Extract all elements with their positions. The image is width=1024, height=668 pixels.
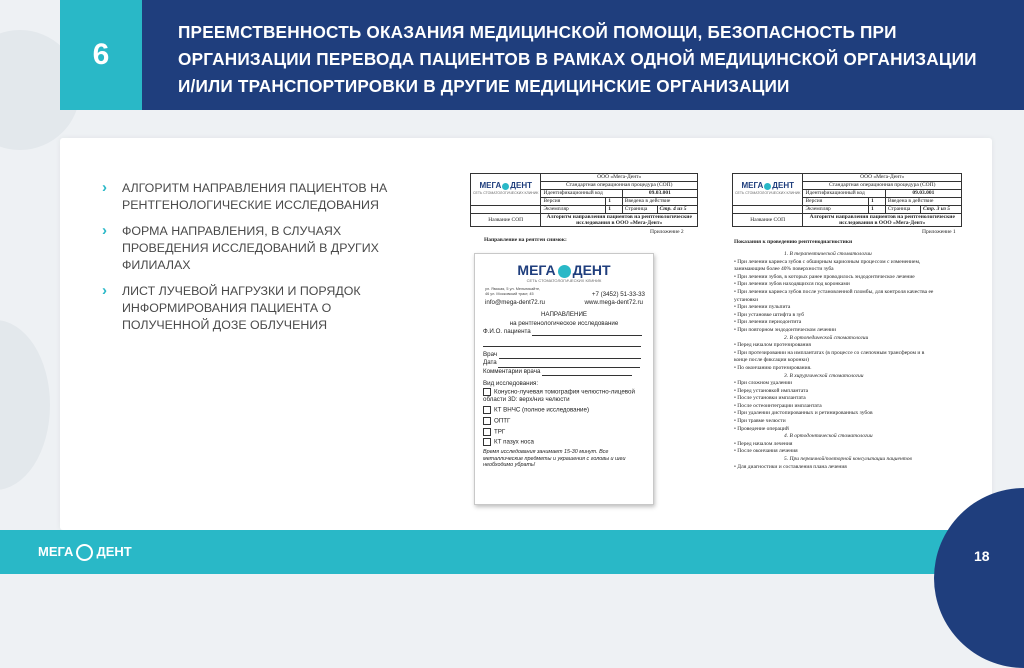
form-logo: МЕГА ДЕНТ <box>517 262 611 278</box>
sop-document-left <box>470 173 700 253</box>
form-email: info@mega-dent72.ru <box>485 299 545 307</box>
indication-line: • При лечении зубов, в которых ранее проводилось эндодонтическое лечение <box>734 273 915 280</box>
checkbox <box>483 417 491 425</box>
chevron-right-icon: › <box>102 179 107 196</box>
background-decoration <box>0 320 50 490</box>
indication-line: 5. При первичной/повторной консультации пациентов <box>784 456 912 463</box>
slide-title <box>178 19 998 100</box>
study-option: ТРГ <box>483 428 645 437</box>
sop-logo: МЕГА ДЕНТ СЕТЬ СТОМАТОЛОГИЧЕСКИХ КЛИНИК <box>471 174 541 206</box>
footer-bar <box>0 530 1024 574</box>
chevron-right-icon: › <box>102 222 107 239</box>
doctor-field: Врач <box>483 351 645 359</box>
indication-line: • После остеоинтеграции имплантата <box>734 402 822 409</box>
sop-header-table: МЕГА ДЕНТ СЕТЬ СТОМАТОЛОГИЧЕСКИХ КЛИНИК ООО «Мега-Дент» Стандартная операционная процедура (СОП) Идентификационный код 09.03.001 Версия 1 Введена в действие Экземпляр 1 Страница Стр. 4 из 5 Название СОП Алгоритм направления пациентов на рентгенологические исследования в ООО «Мега-Дент» <box>470 173 698 227</box>
indication-line: • После окончания лечения <box>734 448 798 455</box>
form-address: ул. Ямская, 5 ул. Мельникайте, 46 ул. Московский тракт, 45 <box>485 287 541 296</box>
study-option: КТ пазух носа <box>483 438 645 447</box>
logo-globe-icon <box>76 544 93 561</box>
indication-line: • При лечении периодонтита <box>734 319 802 326</box>
slide-title-line: ОРГАНИЗАЦИИ ПЕРЕВОДА ПАЦИЕНТОВ В РАМКАХ ОДНОЙ МЕДИЦИНСКОЙ ОРГАНИЗАЦИИ <box>178 49 977 69</box>
chevron-right-icon: › <box>102 282 107 299</box>
patient-field: Ф.И.О. пациента <box>483 328 645 336</box>
indication-line: • По окончанию протезирования. <box>734 364 812 371</box>
slide-title-line: И/ИЛИ ТРАНСПОРТИРОВКИ В ДРУГИЕ МЕДИЦИНСКИЕ ОРГАНИЗАЦИИ <box>178 76 790 96</box>
logo-globe-icon <box>764 183 771 190</box>
sop-logo: МЕГА ДЕНТ СЕТЬ СТОМАТОЛОГИЧЕСКИХ КЛИНИК <box>733 174 803 206</box>
form-site: www.mega-dent72.ru <box>584 299 643 307</box>
indication-line: • Перед установкой имплантата <box>734 387 809 394</box>
bullet-item: › ФОРМА НАПРАВЛЕНИЯ, В СЛУЧАЯХ ПРОВЕДЕНИЯ ИССЛЕДОВАНИЙ В ДРУГИХ ФИЛИАЛАХ <box>102 222 379 272</box>
referral-form: МЕГА ДЕНТ СЕТЬ СТОМАТОЛОГИЧЕСКИХ КЛИНИК ул. Ямская, 5 ул. Мельникайте, 46 ул. Московский тракт, 45 +7 (3452) 51-33-33 info@mega-dent72.ru www.mega-dent72.ru НАПРАВЛЕНИЕ на рентгенологическое исследование Ф.И.О. пациента Врач Дата Комментарии врача Вид исследования: Конусно-лучевая томография челюстно-лицевой области 3D: верх/низ челюсти КТ ВНЧС (полное исследование) ОПТГ ТРГ КТ пазух носа Время исследования занимает 15-30 минут. Все металлические предметы и украшения с головы и шеи необходимо убрать! <box>474 253 654 505</box>
indication-line: • Для диагностики и составления плана лечения <box>734 463 847 470</box>
indication-line: 2. В ортопедической стоматологии <box>784 334 869 341</box>
checkbox <box>483 388 491 396</box>
indication-line: занимающим более 40% поверхности зуба <box>734 266 834 273</box>
indication-line: конце после фиксации коронки) <box>734 357 809 364</box>
appendix-label: Приложение 2 <box>650 229 684 235</box>
indication-line: • После установки имплантата <box>734 395 806 402</box>
indication-line: • При лечении кариеса зубов с обширным кариозным процессом с изменением, <box>734 258 921 265</box>
indication-line: 3. В хирургической стоматологии <box>784 372 864 379</box>
indication-line: • Проведение операций <box>734 425 789 432</box>
slide-number: 6 <box>60 0 142 110</box>
indication-line: • При повторном эндодонтическом лечении <box>734 326 837 333</box>
doc-caption: Направление на рентген снимок: <box>484 237 567 243</box>
footer-logo: МЕГА ДЕНТ <box>38 544 132 561</box>
study-label: Вид исследования: <box>483 379 539 387</box>
indications-list <box>734 251 933 471</box>
form-heading: НАПРАВЛЕНИЕ <box>540 311 588 319</box>
logo-globe-icon <box>502 183 509 190</box>
indication-line: • При лечении кариеса зубов после установленной пломбы, для контроля качества ее <box>734 288 934 295</box>
checkbox <box>483 438 491 446</box>
indication-line: 4. В ортодонтической стоматологии <box>784 433 873 440</box>
indication-line: • Перед началом лечения <box>734 440 793 447</box>
study-option: Конусно-лучевая томография челюстно-лицевой области 3D: верх/низ челюсти <box>483 388 635 404</box>
sop-header-table: МЕГА ДЕНТ СЕТЬ СТОМАТОЛОГИЧЕСКИХ КЛИНИК ООО «Мега-Дент» Стандартная операционная процедура (СОП) Идентификационный код 09.03.001 Версия 1 Введена в действие Экземпляр 1 Страница Стр. 3 из 5 Название СОП Алгоритм направления пациентов на рентгенологические исследования в ООО «Мега-Дент» <box>732 173 962 227</box>
doc-heading: Показания к проведению рентгенодиагностики <box>734 239 853 245</box>
indication-line: • При протезировании на имплантатах (в процессе со слепочным трансфером и в <box>734 349 925 356</box>
sop-document-right <box>732 173 972 473</box>
indication-line: • При удалении дистопированных и ретинированных зубов <box>734 410 873 417</box>
date-field: Дата <box>483 359 645 367</box>
logo-globe-icon <box>558 265 571 278</box>
form-subheading: на рентгенологическое исследование <box>509 319 619 327</box>
indication-line: 1. В терапевтической стоматологии <box>784 251 872 257</box>
comment-field: Комментарии врача <box>483 368 645 376</box>
checkbox <box>483 406 491 414</box>
indication-line: • Перед началом протезирования <box>734 342 811 349</box>
study-option: КТ ВНЧС (полное исследование) <box>483 406 645 415</box>
form-phone: +7 (3452) 51-33-33 <box>591 291 645 298</box>
indication-line: • При лечении пульпита <box>734 304 791 311</box>
checkbox <box>483 428 491 436</box>
bullet-item: › АЛГОРИТМ НАПРАВЛЕНИЯ ПАЦИЕНТОВ НА РЕНТГЕНОЛОГИЧЕСКИЕ ИССЛЕДОВАНИЯ <box>102 179 388 212</box>
indication-line: • При сложном удалении <box>734 380 793 387</box>
indication-line: • При установке штифта в зуб <box>734 311 805 318</box>
bullet-item: › ЛИСТ ЛУЧЕВОЙ НАГРУЗКИ И ПОРЯДОК ИНФОРМИРОВАНИЯ ПАЦИЕНТА О ПОЛУЧЕННОЙ ДОЗЕ ОБЛУЧЕНИЯ <box>102 282 361 332</box>
indication-line: • При травме челюсти <box>734 418 786 425</box>
study-option: ОПТГ <box>483 417 645 426</box>
slide-title-line: ПРЕЕМСТВЕННОСТЬ ОКАЗАНИЯ МЕДИЦИНСКОЙ ПОМОЩИ, БЕЗОПАСНОСТЬ ПРИ <box>178 22 897 42</box>
indication-line: • При лечении зубов находящихся под коронками <box>734 281 850 288</box>
appendix-label: Приложение 1 <box>922 229 956 235</box>
form-note: Время исследования занимает 15-30 минут. Все металлические предметы и украшения с головы и шеи необходимо убрать! <box>483 449 626 469</box>
bullet-list <box>100 180 420 343</box>
indication-line: установки <box>734 296 759 303</box>
page-number: 18 <box>974 548 990 564</box>
